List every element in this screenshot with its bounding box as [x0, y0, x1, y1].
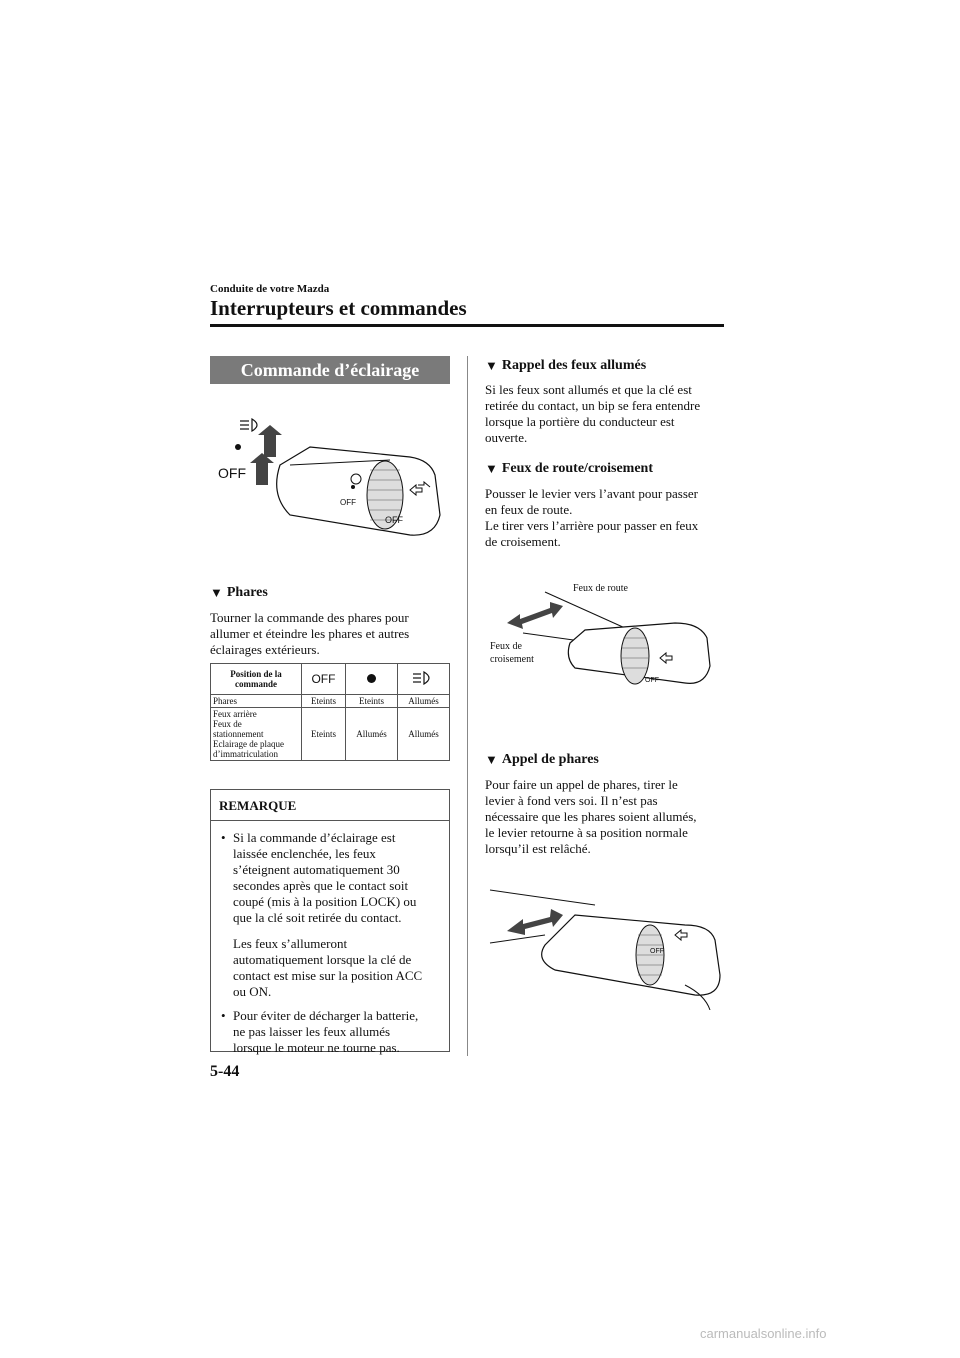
- triangle-icon: ▼: [485, 461, 498, 476]
- off-dial-label: OFF: [650, 948, 664, 955]
- high-low-beam-figure: [485, 578, 725, 703]
- rappel-heading: ▼ Rappel des feux allumés: [485, 358, 647, 373]
- bullet-icon: •: [221, 1008, 226, 1023]
- triangle-icon: ▼: [485, 358, 498, 373]
- triangle-icon: ▼: [210, 585, 223, 600]
- remarque-box: [210, 789, 450, 1055]
- off-label: OFF: [218, 465, 246, 481]
- light-position-table: [210, 663, 450, 761]
- off-dial-label: OFF: [340, 498, 356, 507]
- bullet-icon: •: [221, 830, 226, 845]
- remarque-bullet-1b: Les feux s’allumeront automatiquement lorsque la clé de contact est mise sur la position ACC ou ON.: [233, 936, 423, 999]
- headlight-icon: [397, 664, 449, 695]
- feux-route-label: Feux de route: [573, 583, 628, 594]
- parking-light-icon: [345, 664, 397, 695]
- off-dial-label: OFF: [645, 677, 659, 684]
- route-text: Pousser le levier vers l’avant pour passer en feux de route. Le tirer vers l’arrière pour passer en feux de croisement.: [485, 486, 699, 549]
- section-band-title: Commande d’éclairage: [210, 356, 450, 384]
- remarque-bullet-1: • Si la commande d’éclairage est laissée enclenchée, les feux s’éteignent automatiquement 30 secondes après que le contact soit coupé (mis à la position LOCK) ou que la clé soit retirée du contact.: [221, 830, 417, 925]
- table-row: Feux arrière Feux de stationnement Eclairage de plaque d’immatriculation Eteints Allumés Allumés: [211, 708, 450, 761]
- route-heading: ▼ Feux de route/croisement: [485, 461, 653, 476]
- triangle-icon: ▼: [485, 752, 498, 767]
- flash-to-pass-figure: [485, 885, 725, 1010]
- lighting-switch-figure: [210, 405, 450, 565]
- table-row: Phares Eteints Eteints Allumés: [211, 695, 450, 708]
- remarque-bullet-2: • Pour éviter de décharger la batterie, ne pas laisser les feux allumés lorsque le moteur ne tourne pas.: [221, 1008, 419, 1055]
- appel-heading: ▼ Appel de phares: [485, 752, 599, 767]
- header-rule: [210, 324, 724, 327]
- phares-text: Tourner la commande des phares pour allumer et éteindre les phares et autres éclairages extérieurs.: [210, 610, 410, 657]
- page-number: 5-44: [210, 1063, 240, 1080]
- page-title: Interrupteurs et commandes: [210, 296, 467, 320]
- appel-text: Pour faire un appel de phares, tirer le levier à fond vers soi. Il n’est pas nécessaire que les phares soient allumés, le levier retourne à sa position normale lorsqu’il est relâché.: [485, 777, 697, 856]
- table-header-off: OFF: [302, 664, 346, 695]
- section-title: Conduite de votre Mazda: [210, 283, 330, 295]
- feux-croisement-label-2: croisement: [490, 654, 534, 665]
- watermark: carmanualsonline.info: [700, 1326, 827, 1341]
- column-divider: [467, 356, 468, 1056]
- feux-croisement-label-1: Feux de: [490, 641, 522, 652]
- rappel-text: Si les feux sont allumés et que la clé est retirée du contact, un bip se fera entendre lorsque la portière du conducteur est ouverte.: [485, 382, 701, 445]
- off-dial-label-2: OFF: [385, 515, 403, 525]
- phares-heading: ▼ Phares: [210, 585, 268, 600]
- remarque-title: REMARQUE: [211, 790, 449, 821]
- table-header-position: Position de la commande: [211, 664, 302, 695]
